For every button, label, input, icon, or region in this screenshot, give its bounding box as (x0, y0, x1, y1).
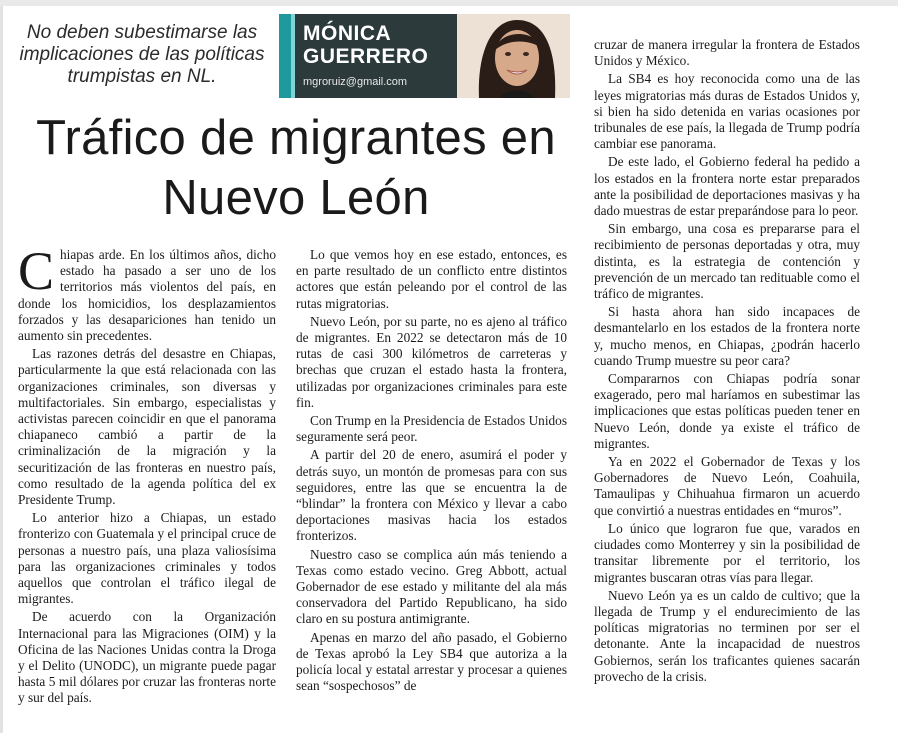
paragraph: Nuevo León, por su parte, no es ajeno al tráfico de migrantes. En 2022 se detectaron más de 10 rutas de casi 300 kilómetros de carreteras y brechas que cruzan el estado hasta la frontera, utilizadas por organizaciones criminales para este fin. (296, 313, 567, 410)
paragraph: Nuestro caso se complica aún más teniendo a Texas como estado vecino. Greg Abbott, actual Gobernador de ese estado y militante del ala más conservadora del Partido Republicano, ha sido claro en su postura antimigrante. (296, 546, 567, 627)
paragraph-text: hiapas arde. En los últimos años, dicho estado ha pasado a ser uno de los territorios más violentos del país, en donde los homicidios, los desplazamientos forzados y las desapariciones han tenido un aumento sin precedentes. (18, 247, 276, 344)
article-column-3 (594, 37, 860, 687)
headline: Tráfico de migrantes en Nuevo León (36, 111, 556, 225)
paragraph: De este lado, el Gobierno federal ha pedido a los estados en la frontera norte estar preparados ante la posibilidad de deportaciones masivas y ha dado muestras de estar preparándose para lo peor. (594, 154, 860, 219)
paragraph: Con Trump en la Presidencia de Estados Unidos seguramente será peor. (296, 413, 567, 445)
top-rule (0, 0, 898, 6)
paragraph: cruzar de manera irregular la frontera de Estados Unidos y México. (594, 37, 860, 69)
left-page-edge (0, 6, 3, 733)
column-tagline: No deben subestimarse las implicaciones de las políticas trumpistas en NL. (19, 22, 265, 87)
paragraph: La SB4 es hoy reconocida como una de las leyes migratorias más duras de Estados Unidos y, si bien ha sido detenida en varias ocasiones por tribunales de ese país, la llegada de Trump podría cambiar ese panorama. (594, 71, 860, 152)
article-column-1 (18, 241, 276, 709)
paragraph (18, 241, 276, 344)
author-photo (457, 14, 570, 98)
paragraph: Nuevo León ya es un caldo de cultivo; que la llegada de Trump y el endurecimiento de las políticas migratorias no terminen por ser el detonante. Ante la incapacidad de nuestros Gobiernos, serán los traficantes quienes sacarán provecho de la crisis. (594, 587, 860, 684)
drop-cap: C (18, 241, 55, 301)
paragraph: De acuerdo con la Organización Internacional para las Migraciones (OIM) y la Oficina de las Naciones Unidas contra la Droga y el Delito (UNODC), un migrante puede pagar hasta 5 mil dólares por cruzar las fronteras norte y sur del país. (18, 609, 276, 706)
paragraph: Sin embargo, una cosa es prepararse para el recibimiento de personas deportadas y otra, muy distinta, es la estrategia de contención y prevención de un mercado tan redituable como el tráfico de migrantes. (594, 221, 860, 302)
paragraph: Apenas en marzo del año pasado, el Gobierno de Texas aprobó la Ley SB4 que autoriza a la policía local y estatal arrestar y procesar a quienes sean “sospechosos” de (296, 629, 567, 694)
paragraph: Si hasta ahora han sido incapaces de desmantelarlo en los estados de la frontera norte y, mucho menos, en Chiapas, ¿podrán hacerlo cuando Trump muestre su peor cara? (594, 304, 860, 368)
accent-stripe (279, 14, 291, 98)
accent-stripe-light (291, 14, 295, 98)
paragraph: A partir del 20 de enero, asumirá el poder y detrás suyo, un montón de promesas para con sus seguidores, entre las que se encuentra la de “blindar” la frontera con México y llevar a cabo deportaciones masivas hacia los estados fronterizos. (296, 447, 567, 544)
paragraph: Las razones detrás del desastre en Chiapas, particularmente la que está relacionada con las organizaciones criminales, son diversas y multifactoriales. Sin embargo, especialistas y activistas parecen coincidir en que el panorama chiapaneco cambió a partir de la criminalización de la migración y la securitización de las fronteras en nuestro país, como resultado de la agenda política del ex Presidente Trump. (18, 346, 276, 508)
author-byline (279, 14, 570, 98)
paragraph: Compararnos con Chiapas podría sonar exagerado, pero mal haríamos en subestimar las implicaciones que estas políticas pueden tener en Nuevo León, donde ya existe el tráfico de migrantes. (594, 371, 860, 451)
author-email: mgroruiz@gmail.com (303, 76, 408, 88)
author-name: MÓNICA GUERRERO (303, 22, 429, 68)
paragraph: Ya en 2022 el Gobernador de Texas y los Gobernadores de Nuevo León, Coahuila, Tamaulipas y Chihuahua firmaron un acuerdo que convirtió a nuestras entidades en “muros”. (594, 454, 860, 518)
paragraph: Lo anterior hizo a Chiapas, un estado fronterizo con Guatemala y el principal cruce de personas a nuestro país, una plaza valiosísima para las organizaciones criminales y todos aquellos que controlan el tráfico ilegal de migrantes. (18, 510, 276, 607)
paragraph: Lo que vemos hoy en ese estado, entonces, es en parte resultado de un conflicto entre distintos actores que están peleando por el control de las rutas migratorias. (296, 247, 567, 311)
article-column-2 (296, 247, 567, 696)
paragraph: Lo único que lograron fue que, varados en ciudades como Monterrey y sin la posibilidad de transitar libremente por el territorio, los migrantes buscaran otras vías para llegar. (594, 520, 860, 585)
